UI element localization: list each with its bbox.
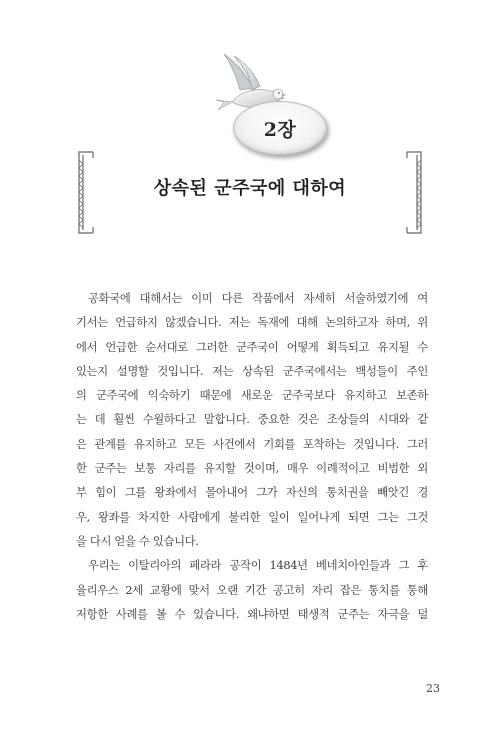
body-line: 부 힘이 그를 왕좌에서 몰아내어 그가 자신의 통치권을 빼앗긴 경	[76, 486, 428, 500]
body-line: 는 데 훨씬 수월하다고 말합니다. 중요한 것은 조상들의 시대와 같	[76, 413, 428, 427]
body-text	[76, 287, 428, 627]
left-ornamental-bracket-icon	[75, 150, 97, 235]
chapter-title: 상속된 군주국에 대하여	[153, 178, 347, 199]
body-line: 의 군주국에 익숙하기 때문에 새로운 군주국보다 유지하고 보존하	[76, 389, 428, 403]
body-line: 율리우스 2세 교황에 맞서 오랜 기간 공고히 자리 잡은 통치를 통해	[76, 583, 428, 597]
page-number: 23	[426, 682, 440, 695]
body-line: 우, 왕좌를 차지한 사람에게 불리한 일이 일어나게 되면 그는 그것	[76, 510, 428, 524]
body-line: 한 군주는 보통 자리를 유지할 것이며, 매우 이례적이고 비범한 외	[76, 462, 428, 476]
chapter-label: 2장	[263, 118, 297, 141]
body-line: 에서 언급한 순서대로 그러한 군주국이 어떻게 획득되고 유지될 수	[76, 340, 428, 354]
chapter-badge	[233, 101, 327, 155]
body-line: 기서는 언급하지 않겠습니다. 저는 독재에 대해 논의하고자 하며, 위	[76, 316, 428, 330]
body-line: 은 관계를 유지하고 모든 사건에서 기회를 포착하는 것입니다. 그러	[76, 437, 428, 451]
chapter-title-wrap	[100, 174, 400, 200]
body-line: 저항한 사례를 볼 수 있습니다. 왜냐하면 태생적 군주는 자극을 덜	[76, 607, 428, 621]
body-line: 우리는 이탈리아의 페라라 공작이 1484년 베네치아인들과 그 후	[88, 559, 428, 573]
body-line: 공화국에 대해서는 이미 다른 작품에서 자세히 서술하였기에 여	[88, 292, 428, 305]
right-ornamental-bracket-icon	[403, 150, 425, 235]
body-line: 을 다시 얻을 수 있습니다.	[76, 534, 199, 548]
body-line: 있는지 설명할 것입니다. 저는 상속된 군주국에서는 백성들이 주인	[76, 364, 428, 378]
